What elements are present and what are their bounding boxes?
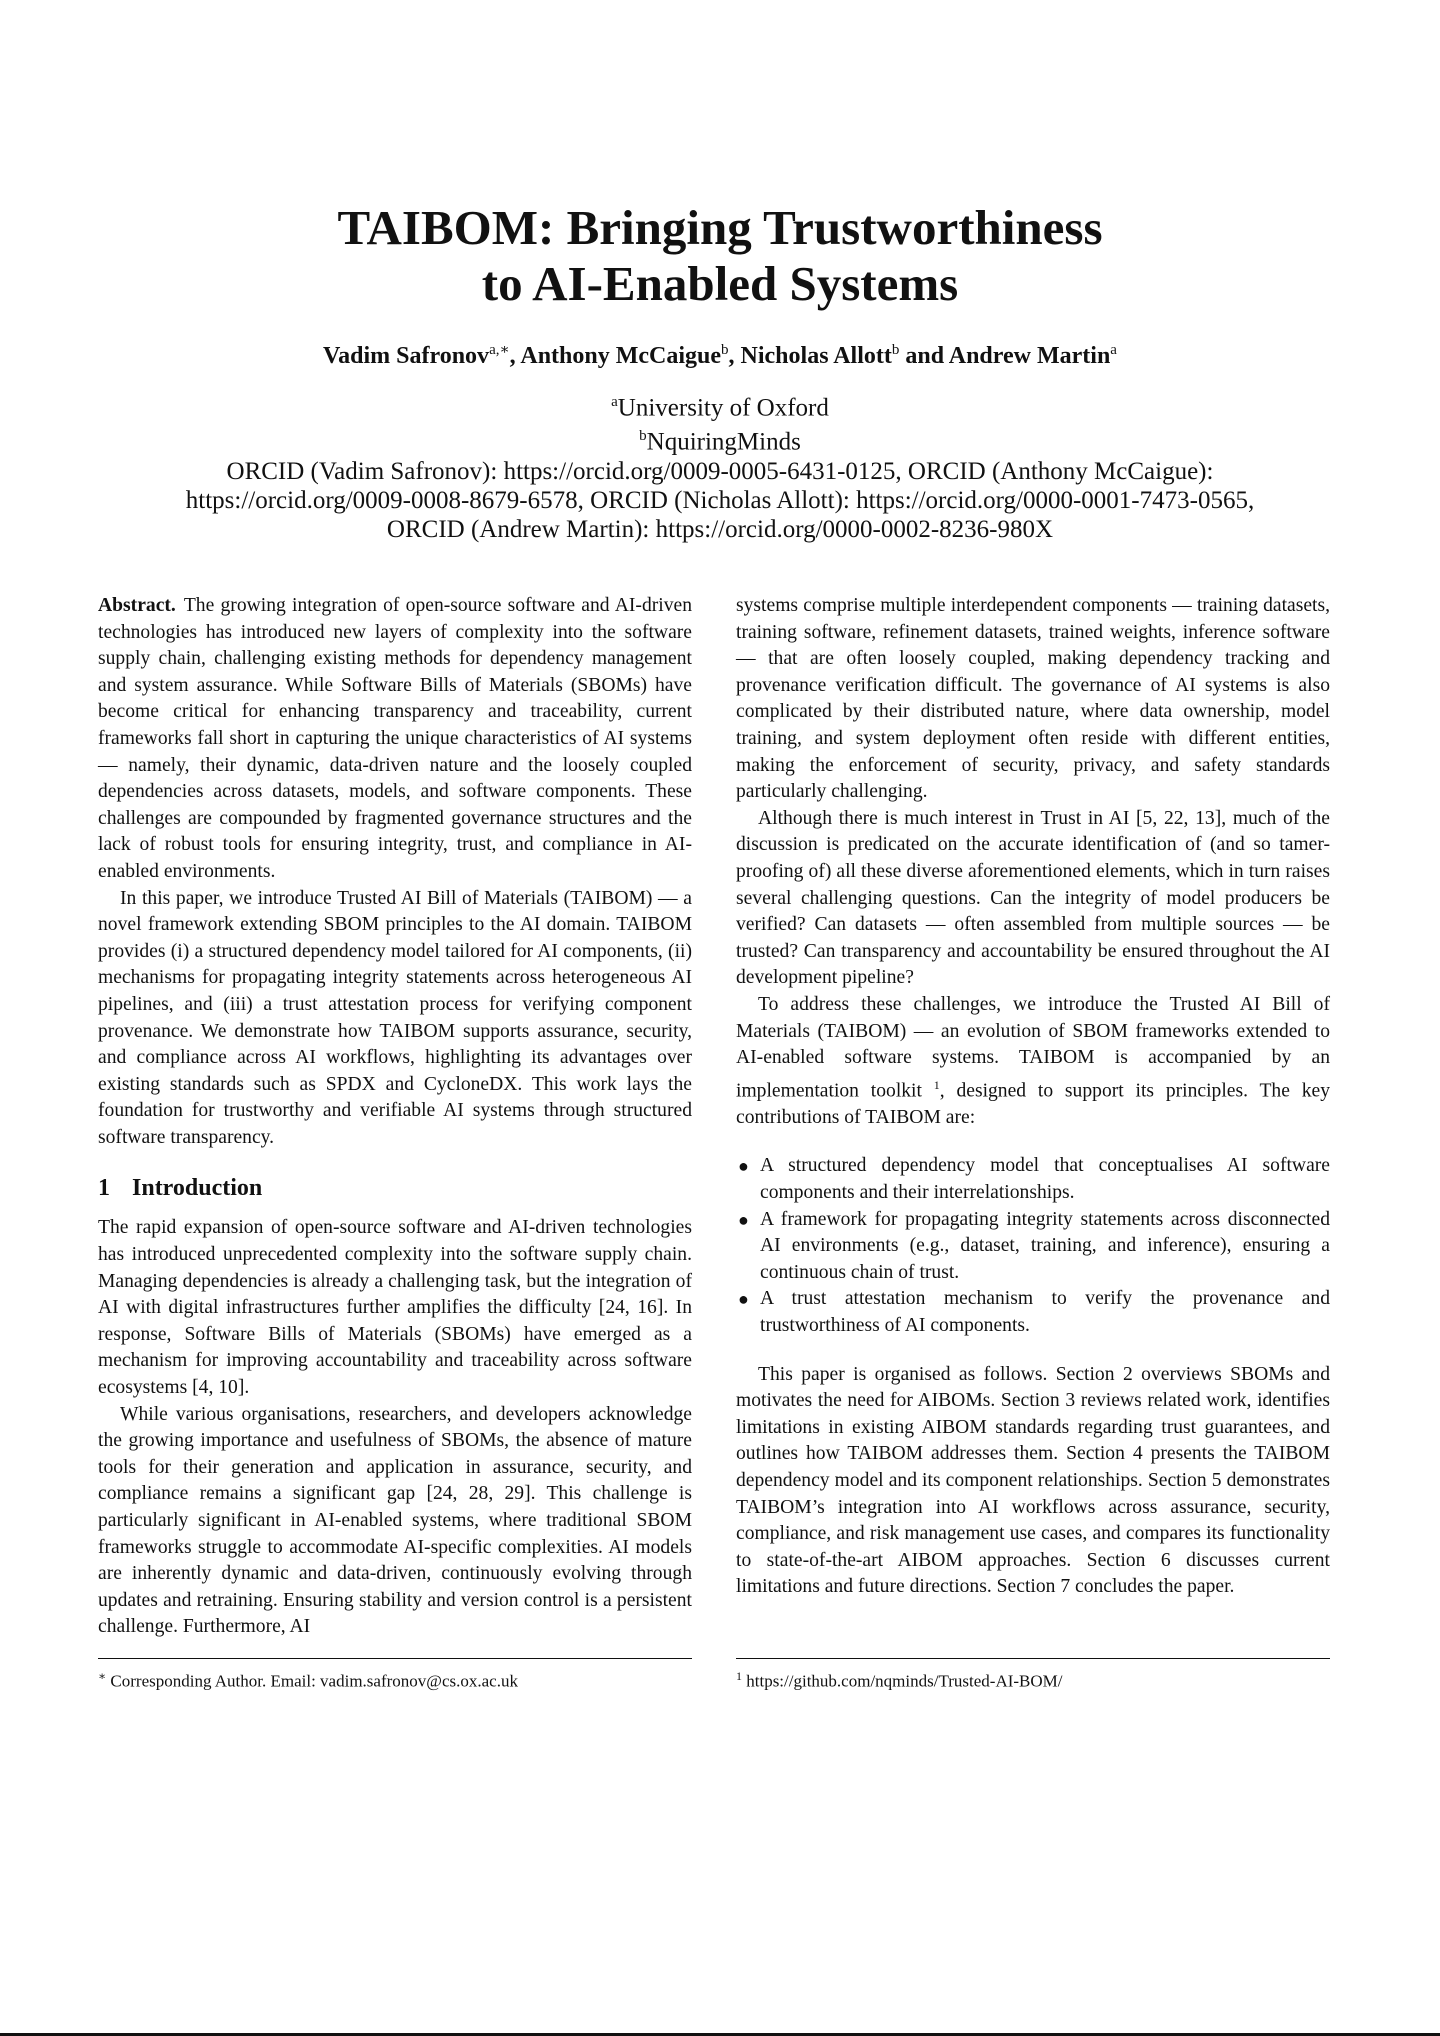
abstract-paragraph: In this paper, we introduce Trusted AI Bill of Materials (TAIBOM) — a novel framework extending SBOM principles to the AI domain. TAIBOM provides (i) a structured dependency model tailored for AI components, (ii) mechanisms for propagating integrity statements across heterogeneous AI pipelines, and (iii) a trust attestation process for verifying component provenance. We demonstrate how TAIBOM supports assurance, security, and compliance across AI workflows, highlighting its advantages over existing standards such as SPDX and CycloneDX. This work lays the foundation for trustworthy and verifiable AI systems through structured software transparency. — [98, 887, 692, 1148]
orcid-line: ORCID (Vadim Safronov): https://orcid.org/0009-0005-6431-0125, ORCID (Anthony McCaigue): — [226, 457, 1214, 485]
affiliation: $^a$University of Oxford — [611, 394, 829, 422]
bullet-icon: ● — [738, 1209, 749, 1230]
title-line-2: to AI-Enabled Systems — [481, 256, 959, 311]
author-list — [0, 334, 1440, 372]
author: Vadim Safronov$^{a,∗}$, — [323, 342, 521, 369]
affiliation: $^b$NquiringMinds — [639, 428, 801, 456]
footnote: $^1$ https://github.com/nqminds/Trusted-AI-BOM/ — [736, 1669, 1063, 1691]
abstract-paragraph: Abstract. The growing integration of open-source software and AI-driven technologies has introduced new layers of complexity into the software supply chain, challenging existing methods for dependency management and system assurance. While Software Bills of Materials (SBOMs) have become critical for enhancing transparency and traceability, current frameworks fall short in capturing the unique characteristics of AI systems — namely, their dynamic, data-driven nature and the loosely coupled dependencies across datasets, models, and software components. These challenges are compounded by fragmented governance structures and the lack of robust tools for ensuring integrity, trust, and compliance in AI-enabled environments. — [98, 595, 692, 882]
body-paragraph: To address these challenges, we introduce the Trusted AI Bill of Materials (TAIBOM) — an evolution of SBOM frameworks extended to AI-enabled software systems. TAIBOM is accompanied by an implementation toolkit $^1$, designed to support its principles. The key contributions of TAIBOM are: — [736, 993, 1330, 1128]
author: Anthony McCaigue$^b$, — [520, 342, 741, 369]
author: Andrew Martin$^a$ — [948, 342, 1117, 369]
orcid-line: ORCID (Andrew Martin): https://orcid.org/0000-0002-8236-980X — [386, 515, 1054, 543]
list-item: ● A trust attestation mechanism to verify the provenance and trustworthiness of AI components. — [738, 1288, 1330, 1336]
body-paragraph: systems comprise multiple interdependent components — training datasets, training software, refinement datasets, trained weights, inference software — that are often loosely coupled, making dependency tracking and provenance verification difficult. The governance of AI systems is also complicated by their distributed nature, where data ownership, model training, and system deployment often reside with different entities, making the enforcement of security, privacy, and safety standards particularly challenging. — [736, 595, 1330, 803]
contributions-list — [736, 1153, 1330, 1339]
title-line-1: TAIBOM: Bringing Trustworthiness — [337, 200, 1103, 255]
left-column — [98, 593, 692, 1641]
paper-title — [0, 200, 1440, 312]
footnote-rule — [736, 1658, 1330, 1659]
body-paragraph: The rapid expansion of open-source software and AI-driven technologies has introduced unprecedented complexity into the software supply chain. Managing dependencies is already a challenging task, but the integration of AI with digital infrastructures further amplifies the difficulty [24, 16]. In response, Software Bills of Materials (SBOMs) have emerged as a mechanism for improving accountability and traceability across software ecosystems [4, 10]. — [98, 1217, 692, 1399]
author: Nicholas Allott$^b$ and — [740, 342, 949, 369]
list-item: ● A framework for propagating integrity statements across disconnected AI environments (e.g., dataset, training, and inference), ensuring a continuous chain of trust. — [738, 1208, 1330, 1283]
section-heading: 1 Introduction — [98, 1175, 263, 1202]
affiliations — [0, 388, 1440, 544]
footnote-link[interactable]: https://github.com/nqminds/Trusted-AI-BOM/ — [746, 1671, 1063, 1691]
orcid-line: https://orcid.org/0009-0008-8679-6578, ORCID (Nicholas Allott): https://orcid.org/0000-0001-7473-0565, — [185, 486, 1255, 514]
footnote: ∗ Corresponding Author. Email: vadim.safronov@cs.ox.ac.uk — [98, 1669, 518, 1691]
list-item: ● A structured dependency model that conceptualises AI software components and their interrelationships. — [738, 1155, 1330, 1203]
footnote-rule — [98, 1658, 692, 1659]
body-paragraph: While various organisations, researchers, and developers acknowledge the growing importance and usefulness of SBOMs, the absence of mature tools for their generation and application in assurance, security, and compliance remains a significant gap [24, 28, 29]. This challenge is particularly significant in AI-enabled systems, where traditional SBOM frameworks struggle to accommodate AI-specific complexities. AI models are inherently dynamic and data-driven, continuously evolving through updates and retraining. Ensuring stability and version control is a persistent challenge. Furthermore, AI — [98, 1403, 692, 1638]
bullet-icon: ● — [738, 1156, 749, 1177]
footnote-marker[interactable]: 1 — [933, 1077, 940, 1092]
body-paragraph: This paper is organised as follows. Section 2 overviews SBOMs and motivates the need for AIBOMs. Section 3 reviews related work, identifies limitations in existing AIBOM standards regarding trust guarantees, and outlines how TAIBOM addresses them. Section 4 presents the TAIBOM dependency model and its component relationships. Section 5 demonstrates TAIBOM’s integration into AI workflows across assurance, security, compliance, and risk management use cases, and compares its functionality to state-of-the-art AIBOM approaches. Section 6 discusses current limitations and future directions. Section 7 concludes the paper. — [736, 1363, 1330, 1598]
bullet-icon: ● — [738, 1289, 749, 1310]
abstract-label: Abstract. — [98, 595, 176, 616]
body-paragraph: Although there is much interest in Trust in AI [5, 22, 13], much of the discussion is predicated on the accurate identification of (and so tamer-proofing of) all these diverse aforementioned elements, which in turn raises several challenging questions. Can the integrity of model producers be verified? Can datasets — often assembled from multiple sources — be trusted? Can transparency and accountability be ensured throughout the AI development pipeline? — [736, 807, 1330, 989]
right-column — [736, 593, 1330, 1601]
